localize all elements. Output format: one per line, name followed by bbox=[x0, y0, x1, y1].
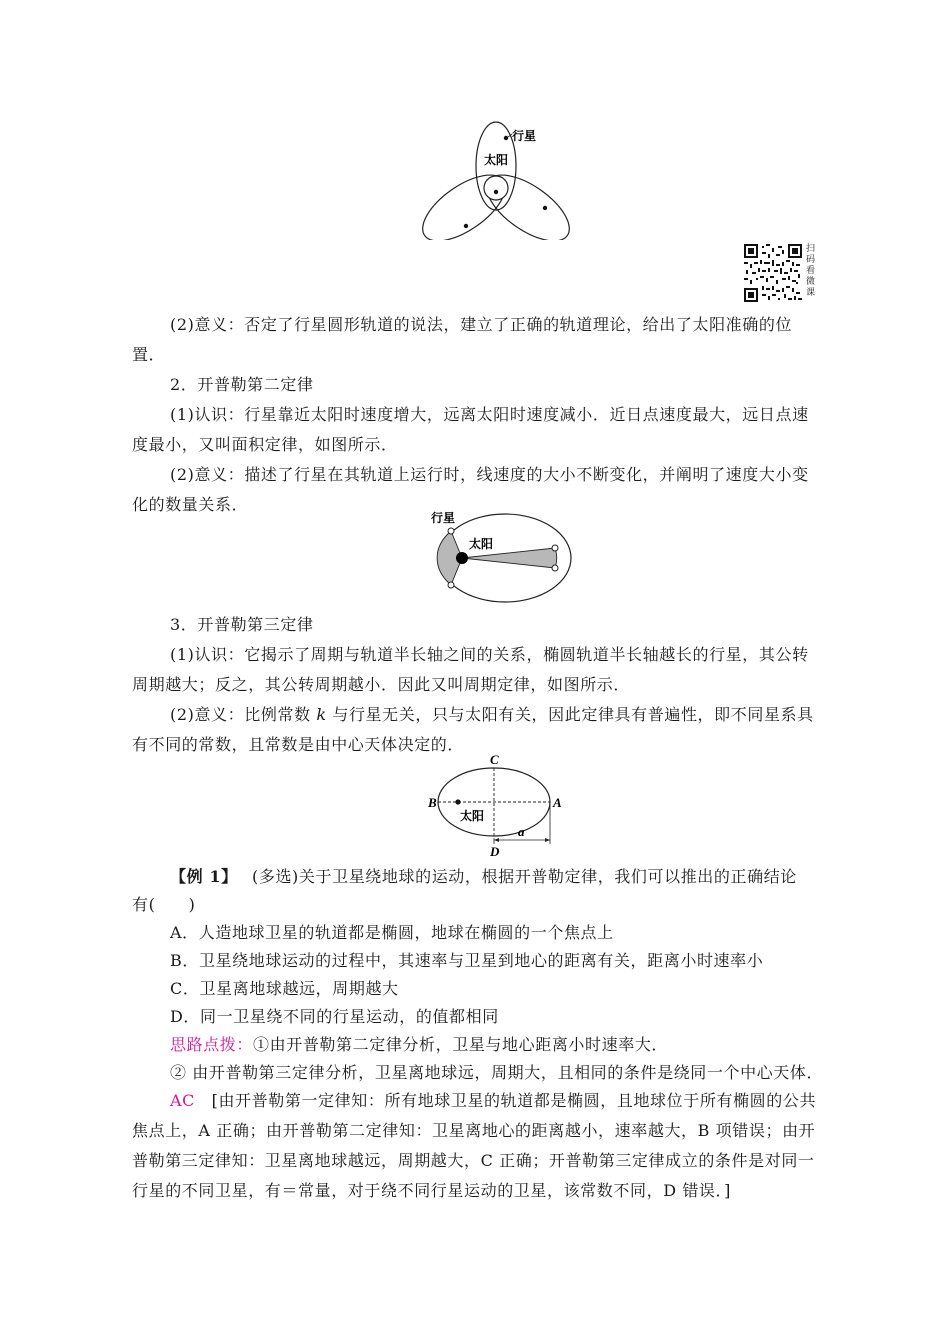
label-D: D bbox=[490, 844, 500, 859]
hint-line-2: ② 由开普勒第三定律分析，卫星离地球远，周期大，且相同的条件是绕同一个中心天体． bbox=[170, 1063, 824, 1082]
dimension-a-arrow-left bbox=[494, 838, 499, 842]
qr-caption bbox=[806, 244, 818, 299]
planet-label: 行星 bbox=[431, 511, 456, 525]
qr-caption-char: 课 bbox=[806, 288, 816, 298]
option-a: A．人造地球卫星的轨道都是椭圆，地球在椭圆的一个焦点上 bbox=[170, 923, 614, 942]
example-tag: 【例 1】 bbox=[170, 867, 230, 886]
sun-circle bbox=[484, 176, 508, 200]
planet-dot-left bbox=[464, 224, 468, 228]
planet-dot-right bbox=[543, 206, 547, 210]
planet-marker bbox=[552, 545, 558, 551]
law2-understanding: (1)认识：行星靠近太阳时速度增大，远离太阳时速度减小．近日点速度最大，远日点速度最小，又叫面积定律，如图所示． bbox=[132, 405, 809, 454]
area-far bbox=[462, 548, 557, 568]
law1-meaning: (2)意义：否定了行星圆形轨道的说法，建立了正确的轨道理论，给出了太阳准确的位置． bbox=[132, 315, 793, 364]
sun-dot bbox=[456, 552, 468, 564]
planet-marker bbox=[552, 565, 558, 571]
figure-kepler-second-law bbox=[425, 508, 575, 608]
label-B: B bbox=[428, 795, 437, 810]
figure-kepler-first-law bbox=[420, 120, 580, 240]
orbit-right bbox=[476, 162, 580, 240]
figure-kepler-third-law bbox=[420, 752, 580, 862]
sun-label: 太阳 bbox=[484, 153, 509, 167]
hint-text: ①由开普勒第二定律分析，卫星与地心距离小时速率大． bbox=[253, 1035, 669, 1054]
law3-meaning-part: 与行星无关，只与太阳有关，因此定律具有普遍性，即不同星系具有不同的常数，且常数是由中心天体决定的． bbox=[132, 705, 814, 754]
label-C: C bbox=[490, 752, 499, 767]
constant-k: k bbox=[316, 705, 327, 724]
option-c: C．卫星离地球越远，周期越大 bbox=[170, 979, 399, 998]
law2-meaning: (2)意义：描述了行星在其轨道上运行时，线速度的大小不断变化，并阐明了速度大小变化的数量关系． bbox=[132, 465, 809, 514]
qr-code[interactable] bbox=[744, 244, 802, 302]
hint-line-1 bbox=[170, 1030, 668, 1060]
option-d: D．同一卫星绕不同的行星运动，的值都相同 bbox=[170, 1007, 499, 1026]
orbit-left bbox=[420, 162, 516, 240]
planet-marker bbox=[448, 528, 454, 534]
explanation-text: [由开普勒第一定律知：所有地球卫星的轨道都是椭圆，且地球位于所有椭圆的公共焦点上，A 正确；由开普勒第二定律知：卫星离地心的距离越小，速率越大，B 项错误；由开普勒第三定律知：卫星离地球越远，周期越大，C 正确；开普勒第三定律成立的条件是对同一行星的不同卫星，有＝常量，对于绕不同行星运动的卫星，该常数不同，D 错误．] bbox=[132, 1091, 817, 1200]
example-stem bbox=[170, 862, 797, 892]
label-a: a bbox=[518, 824, 525, 839]
qr-caption-char: 微 bbox=[806, 277, 816, 287]
answer-explanation bbox=[132, 1086, 818, 1206]
qr-caption-char: 看 bbox=[806, 266, 816, 276]
hint-label: 思路点拨： bbox=[170, 1035, 254, 1054]
planet-label: 行星 bbox=[512, 129, 537, 143]
law2-heading: 2．开普勒第二定律 bbox=[170, 375, 314, 394]
sun-dot bbox=[494, 190, 498, 194]
example-stem-end: 有( ) bbox=[132, 895, 196, 914]
planet-dot-top bbox=[504, 136, 508, 140]
law3-heading: 3．开普勒第三定律 bbox=[170, 615, 314, 634]
example-stem-text: (多选)关于卫星绕地球的运动，根据开普勒定律，我们可以推出的正确结论 bbox=[252, 867, 797, 886]
law3-meaning bbox=[132, 700, 818, 760]
sun-label: 太阳 bbox=[469, 537, 494, 551]
sun-dot bbox=[455, 799, 460, 804]
sun-label: 太阳 bbox=[460, 809, 485, 823]
qr-caption-char: 码 bbox=[806, 255, 816, 265]
planet-marker bbox=[448, 582, 454, 588]
law3-meaning-part: (2)意义：比例常数 bbox=[170, 705, 317, 724]
law3-understanding: (1)认识：它揭示了周期与轨道半长轴之间的关系，椭圆轨道半长轴越长的行星，其公转周期越大；反之，其公转周期越小．因此又叫周期定律，如图所示． bbox=[132, 645, 809, 694]
answer-label: AC bbox=[170, 1091, 195, 1110]
qr-caption-char: 扫 bbox=[806, 244, 816, 254]
option-b: B．卫星绕地球运动的过程中，其速率与卫星到地心的距离有关，距离小时速率小 bbox=[170, 951, 764, 970]
label-A: A bbox=[553, 795, 562, 810]
dimension-a-arrow-right bbox=[545, 838, 550, 842]
